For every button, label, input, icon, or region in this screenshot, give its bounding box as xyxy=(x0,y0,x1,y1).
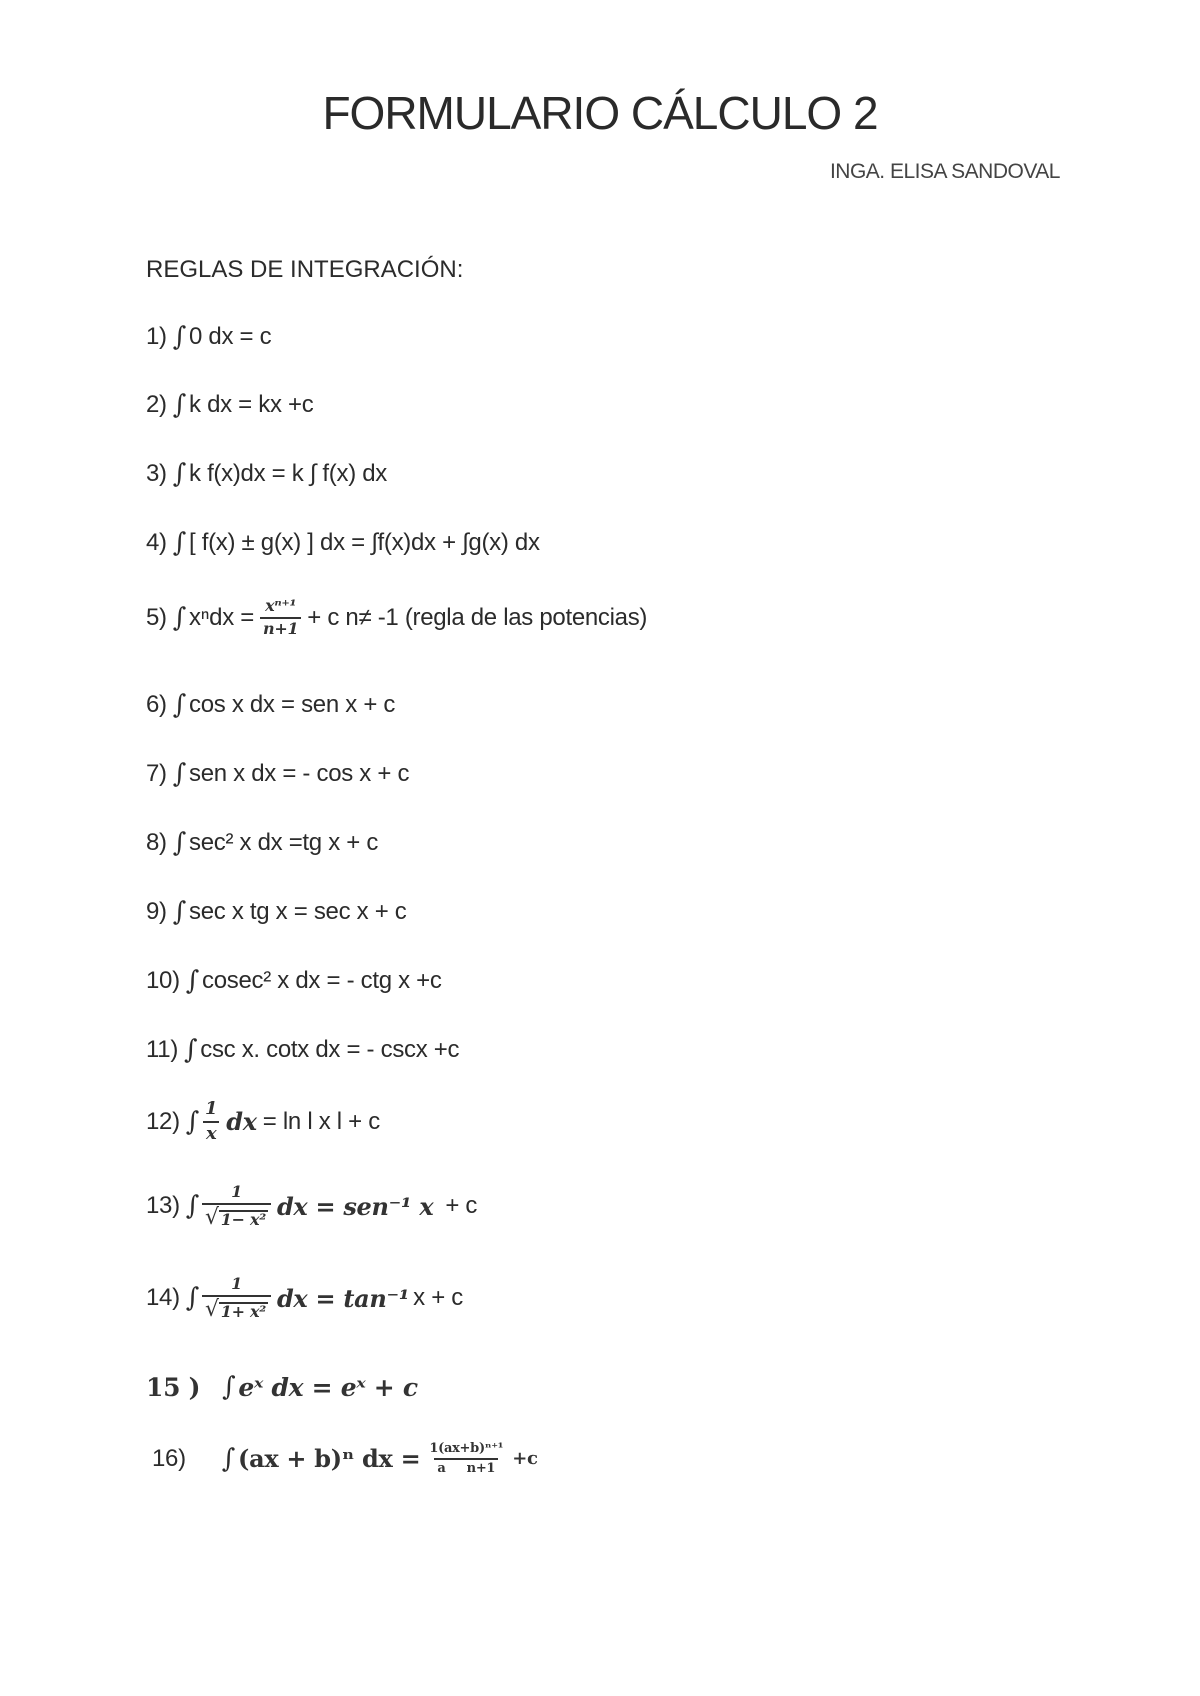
section-heading: REGLAS DE INTEGRACIÓN: xyxy=(146,256,464,283)
rule-10 xyxy=(146,966,442,996)
fraction xyxy=(426,1442,506,1475)
radical-sign: √ xyxy=(205,1204,219,1230)
rule-rhs: + c xyxy=(445,1192,478,1220)
rule-formula: [ f(x) ± g(x) ] dx = ∫f(x)dx + ∫g(x) dx xyxy=(189,529,540,556)
integral-symbol: ∫ xyxy=(222,1372,236,1402)
rule-lhs: (ax + b)ⁿ dx = xyxy=(238,1444,421,1474)
rule-number: 2) xyxy=(146,391,167,418)
rule-14 xyxy=(146,1276,463,1321)
rule-formula: csc x. cotx dx = - cscx +c xyxy=(200,1036,460,1063)
rule-formula: 0 dx = c xyxy=(189,323,272,350)
radicand: 1− x² xyxy=(220,1210,266,1229)
rule-number: 11) xyxy=(146,1036,179,1063)
integral-symbol: ∫ xyxy=(172,602,186,633)
rule-11 xyxy=(146,1035,459,1065)
fraction-numerator: 1 xyxy=(231,1182,242,1201)
integral-symbol: ∫ xyxy=(185,966,200,996)
fraction-numerator: xⁿ⁺¹ xyxy=(265,596,297,615)
rule-formula: cos x dx = sen x + c xyxy=(189,691,396,718)
rule-differential: dx xyxy=(226,1107,257,1137)
rule-formula: k dx = kx +c xyxy=(189,391,314,418)
rule-formula: sen x dx = - cos x + c xyxy=(189,760,410,787)
integral-symbol: ∫ xyxy=(184,1035,198,1065)
fraction-denominator xyxy=(202,1203,271,1229)
rule-9 xyxy=(146,897,407,927)
integral-symbol: ∫ xyxy=(172,828,186,858)
square-root xyxy=(205,1296,268,1322)
rule-12 xyxy=(146,1100,380,1144)
rule-13 xyxy=(146,1184,477,1229)
fraction-denominator: a n+1 xyxy=(434,1458,498,1476)
fraction-denominator xyxy=(202,1295,271,1321)
rule-rhs: +c xyxy=(512,1448,538,1470)
rule-6 xyxy=(146,690,395,720)
rule-number: 9) xyxy=(146,898,167,925)
rule-4 xyxy=(146,528,540,558)
rule-number: 13) xyxy=(146,1192,180,1220)
rule-number: 16) xyxy=(152,1444,186,1472)
fraction-denominator: x xyxy=(203,1121,219,1144)
integral-symbol: ∫ xyxy=(172,322,186,352)
rule-number: 10) xyxy=(146,967,180,994)
rule-1 xyxy=(146,322,271,352)
rule-8 xyxy=(146,828,378,858)
integral-symbol: ∫ xyxy=(185,1191,200,1222)
fraction xyxy=(202,1184,271,1229)
rule-number: 1) xyxy=(146,323,167,350)
integral-symbol: ∫ xyxy=(172,759,186,789)
rule-formula: sec² x dx =tg x + c xyxy=(189,829,379,856)
rule-number: 12) xyxy=(146,1107,180,1135)
rule-7 xyxy=(146,759,409,789)
rule-number: 4) xyxy=(146,529,167,556)
rule-number: 14) xyxy=(146,1284,180,1312)
rule-5 xyxy=(146,598,647,638)
integral-symbol: ∫ xyxy=(185,1106,200,1137)
rule-rhs: x + c xyxy=(413,1284,463,1312)
integral-symbol: ∫ xyxy=(185,1283,200,1314)
integral-symbol: ∫ xyxy=(172,390,186,420)
integral-symbol: ∫ xyxy=(172,897,186,927)
page-title: FORMULARIO CÁLCULO 2 xyxy=(322,87,878,139)
rule-lhs: xⁿdx = xyxy=(189,603,254,631)
fraction-denominator: n+1 xyxy=(260,617,301,638)
fraction xyxy=(260,598,301,638)
rule-16 xyxy=(152,1442,538,1475)
rule-formula: k f(x)dx = k ∫ f(x) dx xyxy=(189,460,387,487)
rule-middle: dx = tan⁻¹ xyxy=(276,1283,410,1313)
rule-formula: eˣ dx = eˣ + c xyxy=(238,1372,418,1402)
square-root xyxy=(205,1204,268,1230)
rule-formula: cosec² x dx = - ctg x +c xyxy=(202,967,442,994)
fraction xyxy=(202,1276,271,1321)
radicand: 1+ x² xyxy=(220,1302,266,1321)
rule-number: 3) xyxy=(146,460,167,487)
rule-number: 6) xyxy=(146,691,167,718)
fraction-numerator: 1(ax+b)ⁿ⁺¹ xyxy=(429,1441,504,1456)
rule-middle: dx = sen⁻¹ x xyxy=(276,1191,434,1221)
integral-symbol: ∫ xyxy=(172,690,186,720)
rule-2 xyxy=(146,390,313,420)
fraction-numerator: 1 xyxy=(231,1274,242,1293)
author-name: INGA. ELISA SANDOVAL xyxy=(829,160,1060,183)
rule-formula: sec x tg x = sec x + c xyxy=(189,898,407,925)
rule-rhs: = ln l x l + c xyxy=(262,1107,380,1135)
rule-rhs: + c n≠ -1 (regla de las potencias) xyxy=(307,603,648,631)
integral-symbol: ∫ xyxy=(221,1443,236,1474)
radical-sign: √ xyxy=(205,1296,219,1322)
rule-number: 15 ) xyxy=(146,1372,201,1402)
integral-symbol: ∫ xyxy=(172,459,186,489)
fraction xyxy=(202,1100,220,1144)
rule-number: 7) xyxy=(146,760,167,787)
rule-3 xyxy=(146,459,387,489)
rule-number: 5) xyxy=(146,603,167,631)
rule-number: 8) xyxy=(146,829,167,856)
fraction-numerator: 1 xyxy=(205,1098,218,1119)
integral-symbol: ∫ xyxy=(172,528,186,558)
rule-15 xyxy=(146,1372,418,1402)
